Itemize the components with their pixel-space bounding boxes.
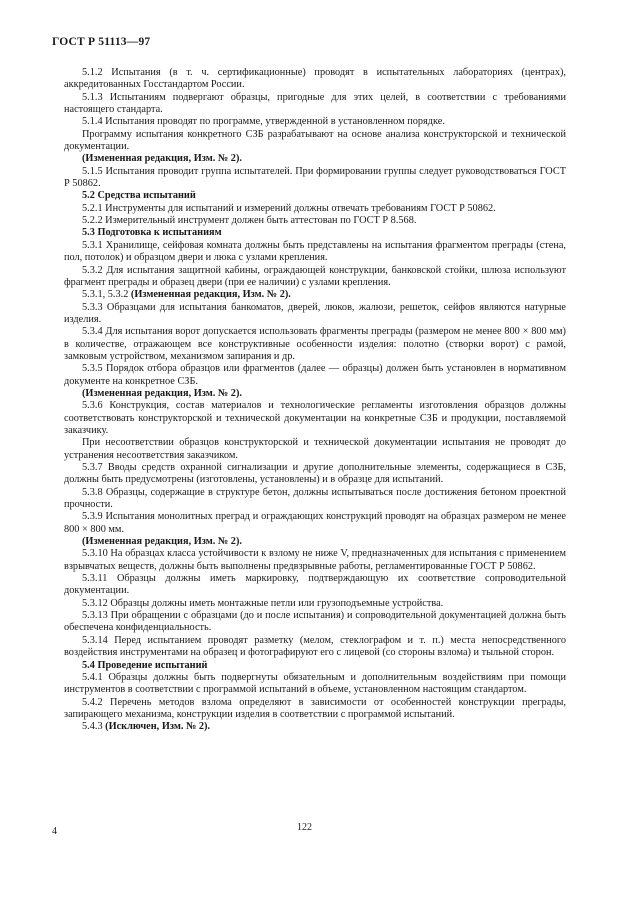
paragraph: 5.3.6 Конструкция, состав материалов и технологические регламенты изготовления образцов должны соответствовать конструкторской и технической документации на конкретные СЗБ и продукции, поставляемой заказчику. [64,400,566,436]
paragraph: 5.2.1 Инструменты для испытаний и измерений должны отвечать требованиям ГОСТ Р 50862. [82,202,496,214]
amendment-note [64,289,566,301]
paragraph: 5.3.5 Порядок отбора образцов или фрагментов (далее — образцы) должен быть установлен в нормативном документе на конкретное СЗБ. [64,363,566,387]
paragraph: 5.1.2 Испытания (в т. ч. сертификационные) проводят в испытательных лабораториях (центрах), аккредитованных Госстандартом России. [64,67,566,91]
paragraph: 5.3.11 Образцы должны иметь маркировку, подтверждающую их соответствие сопроводительной документации. [64,573,566,597]
paragraph: 5.3.4 Для испытания ворот допускается использовать фрагменты преграды (размером не менее 800 × 800 мм) в количестве, отражающем все конструктивные особенности изделия: полотно (створки ворот) с рамой, замковым устройством, механизмом запирания и др. [64,326,566,362]
paragraph: 5.2.2 Измерительный инструмент должен быть аттестован по ГОСТ Р 8.568. [82,215,417,227]
paragraph: 5.1.4 Испытания проводят по программе, утвержденной в установленном порядке. [82,116,445,128]
paragraph: 5.3.2 Для испытания защитной кабины, ограждающей конструкции, банковской стойки, шлюза используют фрагмент преграды и образец двери (при ее наличии) с узлами крепления. [64,264,566,288]
paragraph: 5.4.1 Образцы должны быть подвергнуты обязательным и дополнительным воздействиям при помощи инструментов в соответствии с программой испытаний в объеме, установленном настоящим стандартом. [64,671,566,696]
amendment-note: (Измененная редакция, Изм. № 2). [82,387,242,399]
paragraph: 5.3.8 Образцы, содержащие в структуре бетон, должны испытываться после достижения бетоном проектной прочности. [64,486,566,511]
paragraph: 5.3.10 На образцах класса устойчивости к взлому не ниже V, предназначенных для испытания с применением взрывчатых веществ, должны быть выполнены предвзрывные работы, регламентированные ГОСТ Р 50862. [64,548,566,572]
paragraph: 5.3.3 Образцами для испытания банкоматов, дверей, люков, жалюзи, решеток, сейфов являются натурные изделия. [64,301,566,325]
amendment-text: (Исключен, Изм. № 2). [105,721,211,733]
amendment-note: (Измененная редакция, Изм. № 2). [82,153,242,165]
clause-reference: 5.4.3 [82,721,106,733]
paragraph: 5.3.7 Вводы средств охранной сигнализации и другие дополнительные элементы, содержащиеся в СЗБ, должны быть предусмотрены (изготовлены, установлены) и в образце для испытаний. [64,462,566,486]
section-heading: 5.2 Средства испытаний [82,190,196,202]
clause-reference: 5.3.1, 5.3.2 [82,289,131,301]
section-heading: 5.4 Проведение испытаний [82,659,208,671]
paragraph: 5.1.3 Испытаниям подвергают образцы, пригодные для этих целей, в соответствии с требованиями настоящего стандарта. [64,91,566,116]
paragraph: 5.4.2 Перечень методов взлома определяют в зависимости от особенностей конструкции преграды, запирающего механизма, конструкции изделия в соответствии с программой испытаний. [64,696,566,720]
document-header: ГОСТ Р 51113—97 [52,36,151,48]
paragraph: 5.3.9 Испытания монолитных преград и ограждающих конструкций проводят на образцах размером не менее 800 × 800 мм. [64,511,566,535]
amendment-note [64,721,566,733]
paragraph: 5.3.14 Перед испытанием проводят разметку (мелом, стеклографом и т. п.) места непосредственного воздействия инструментами на образец и фотографируют его с лицевой (со стороны взлома) и тыльной сторон. [64,634,566,659]
section-heading: 5.3 Подготовка к испытаниям [82,227,222,239]
paragraph: При несоответствии образцов конструкторской и технической документации испытания не проводят до устранения несоответствия заказчиком. [64,437,566,461]
paragraph: 5.1.5 Испытания проводит группа испытателей. При формировании группы следует руководствоваться ГОСТ Р 50862. [64,165,566,190]
page-number: 4 [52,826,57,837]
sheet-number: 122 [297,822,312,833]
paragraph: 5.3.12 Образцы должны иметь монтажные петли или грузоподъемные устройства. [82,597,444,609]
paragraph: 5.3.1 Хранилище, сейфовая комната должны быть представлены на испытания фрагментом преграды (стена, пол, потолок) и образцом двери и люка с узлами крепления. [64,239,566,264]
paragraph: Программу испытания конкретного СЗБ разрабатывают на основе анализа конструкторской и технической документации. [64,128,566,153]
amendment-text: (Измененная редакция, Изм. № 2). [130,289,291,301]
paragraph: 5.3.13 При обращении с образцами (до и после испытания) и сопроводительной документацией должна быть обеспечена конфиденциальность. [64,610,566,634]
amendment-note: (Измененная редакция, Изм. № 2). [82,536,242,548]
document-body [64,67,566,734]
